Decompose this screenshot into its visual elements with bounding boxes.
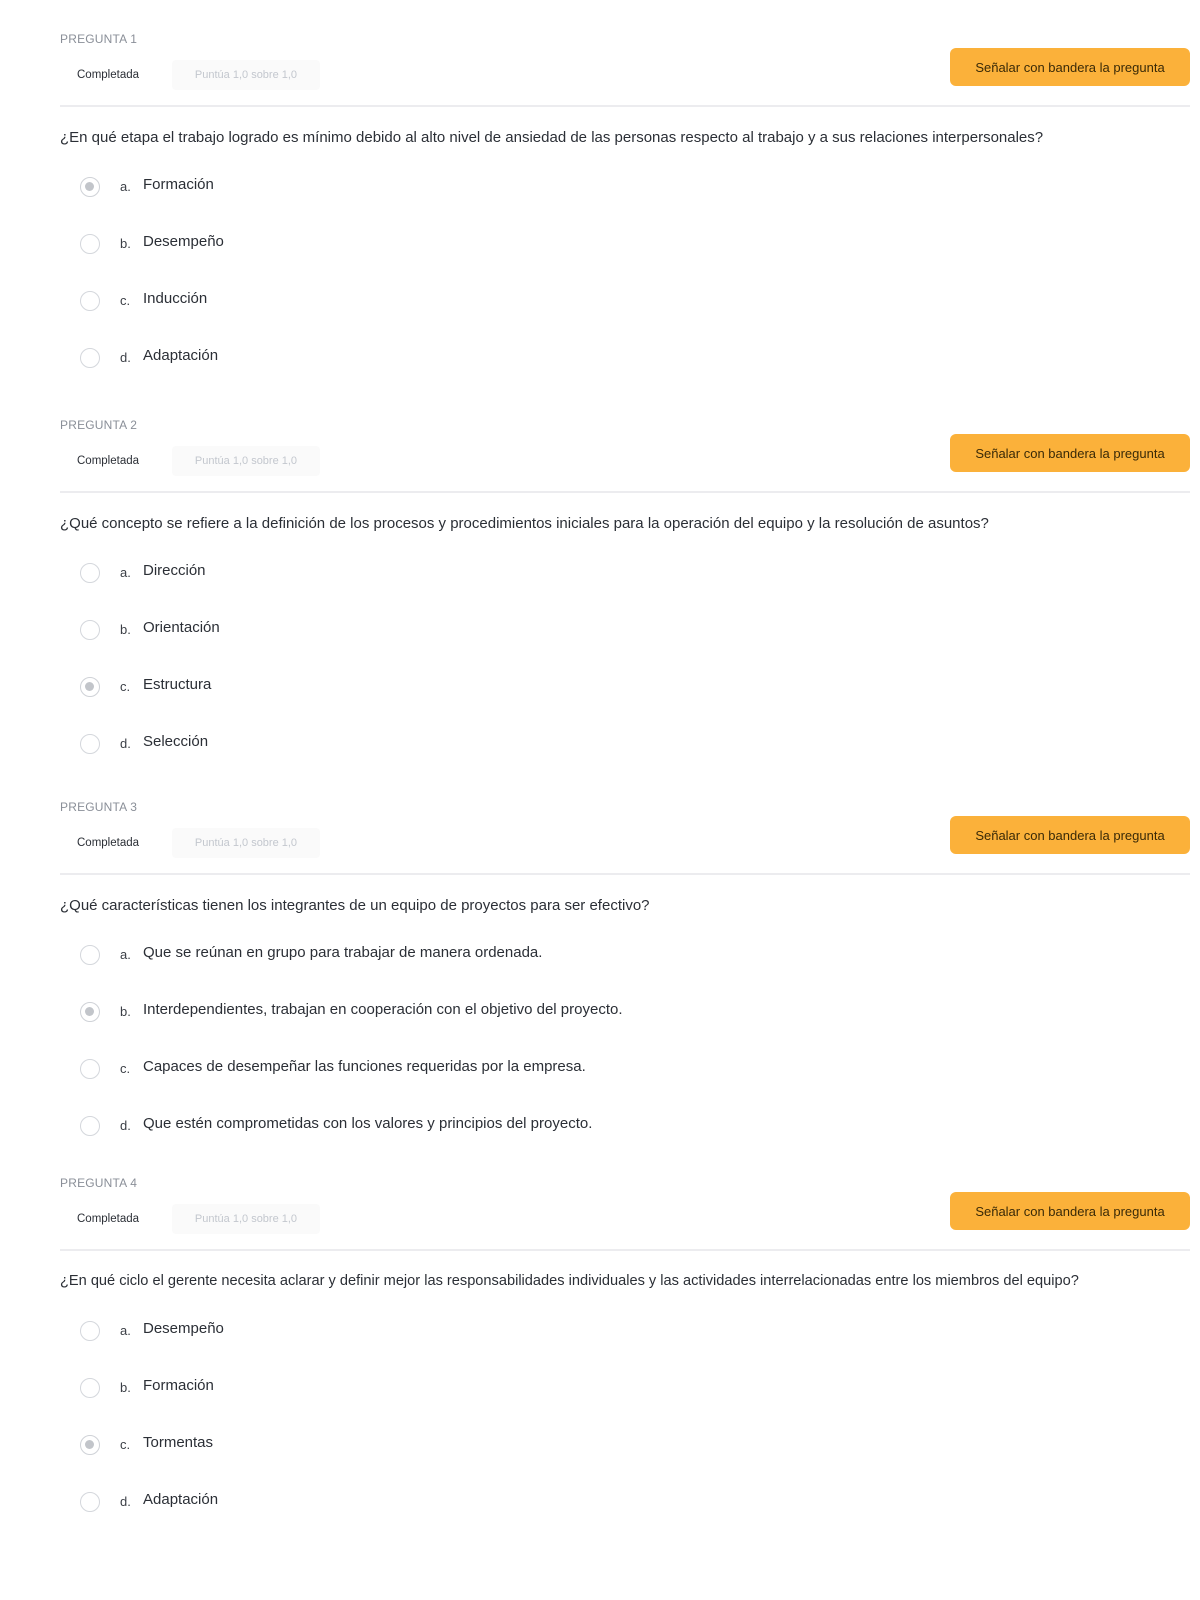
question-status: Completada <box>77 455 140 467</box>
question-number: PREGUNTA 4 <box>60 1176 138 1190</box>
option-text[interactable]: Adaptación <box>143 347 219 364</box>
answer-option[interactable] <box>80 615 980 672</box>
answer-option[interactable] <box>80 1430 980 1487</box>
option-text[interactable]: Tormentas <box>143 1434 214 1451</box>
flag-question-button[interactable]: Señalar con bandera la pregunta <box>950 816 1190 854</box>
radio-button[interactable] <box>80 1378 100 1398</box>
answer-options <box>80 1316 980 1544</box>
question-score: Puntúa 1,0 sobre 1,0 <box>172 828 320 858</box>
answer-option[interactable] <box>80 1054 980 1111</box>
question-score: Puntúa 1,0 sobre 1,0 <box>172 60 320 90</box>
radio-button[interactable] <box>80 348 100 368</box>
answer-option[interactable] <box>80 1111 980 1168</box>
option-letter: d. <box>120 736 131 751</box>
option-text[interactable]: Que se reúnan en grupo para trabajar de manera ordenada. <box>143 944 543 961</box>
radio-button[interactable] <box>80 1321 100 1341</box>
option-text[interactable]: Formación <box>143 176 214 193</box>
answer-option[interactable] <box>80 940 980 997</box>
option-letter: a. <box>120 947 131 962</box>
radio-button[interactable] <box>80 234 100 254</box>
option-text[interactable]: Que estén comprometidas con los valores y principios del proyecto. <box>143 1115 593 1132</box>
option-text[interactable]: Desempeño <box>143 1320 224 1337</box>
answer-option[interactable] <box>80 558 980 615</box>
option-text[interactable]: Interdependientes, trabajan en cooperación con el objetivo del proyecto. <box>143 1001 623 1018</box>
question-block <box>0 32 1200 407</box>
option-letter: c. <box>120 1061 131 1076</box>
radio-button[interactable] <box>80 291 100 311</box>
question-text: ¿En qué etapa el trabajo logrado es mínimo debido al alto nivel de ansiedad de las personas respecto al trabajo y a sus relaciones interpersonales? <box>60 129 1044 146</box>
radio-button[interactable] <box>80 945 100 965</box>
question-status: Completada <box>77 69 140 81</box>
flag-question-button[interactable]: Señalar con bandera la pregunta <box>950 434 1190 472</box>
radio-button[interactable] <box>80 620 100 640</box>
option-letter: c. <box>120 293 131 308</box>
answer-options <box>80 940 980 1168</box>
answer-options <box>80 558 980 786</box>
question-number: PREGUNTA 2 <box>60 418 138 432</box>
answer-option[interactable] <box>80 1373 980 1430</box>
option-letter: c. <box>120 679 131 694</box>
radio-button[interactable] <box>80 1116 100 1136</box>
divider <box>60 491 1190 493</box>
option-text[interactable]: Orientación <box>143 619 220 636</box>
answer-option[interactable] <box>80 1316 980 1373</box>
answer-option[interactable] <box>80 672 980 729</box>
answer-option[interactable] <box>80 172 980 229</box>
radio-button[interactable] <box>80 1059 100 1079</box>
option-letter: b. <box>120 622 131 637</box>
radio-button-selected[interactable] <box>80 1002 100 1022</box>
question-block <box>0 418 1200 793</box>
radio-button-selected[interactable] <box>80 177 100 197</box>
question-status: Completada <box>77 837 140 849</box>
radio-button[interactable] <box>80 1492 100 1512</box>
option-text[interactable]: Adaptación <box>143 1491 219 1508</box>
question-text: ¿En qué ciclo el gerente necesita aclarar y definir mejor las responsabilidades individuales y las actividades interrelacionadas entre los miembros del equipo? <box>60 1273 1079 1289</box>
radio-button[interactable] <box>80 563 100 583</box>
option-letter: d. <box>120 350 131 365</box>
question-text: ¿Qué características tienen los integrantes de un equipo de proyectos para ser efectivo? <box>60 897 650 914</box>
answer-option[interactable] <box>80 1487 980 1544</box>
flag-question-button[interactable]: Señalar con bandera la pregunta <box>950 48 1190 86</box>
flag-question-button[interactable]: Señalar con bandera la pregunta <box>950 1192 1190 1230</box>
option-letter: a. <box>120 179 131 194</box>
question-number: PREGUNTA 3 <box>60 800 138 814</box>
answer-option[interactable] <box>80 229 980 286</box>
answer-option[interactable] <box>80 997 980 1054</box>
answer-option[interactable] <box>80 343 980 400</box>
question-block <box>0 1176 1200 1551</box>
question-text: ¿Qué concepto se refiere a la definición de los procesos y procedimientos iniciales para la operación del equipo y la resolución de asuntos? <box>60 515 989 532</box>
option-letter: a. <box>120 1323 131 1338</box>
option-text[interactable]: Desempeño <box>143 233 224 250</box>
answer-options <box>80 172 980 400</box>
answer-option[interactable] <box>80 286 980 343</box>
question-number: PREGUNTA 1 <box>60 32 138 46</box>
radio-button-selected[interactable] <box>80 1435 100 1455</box>
radio-button[interactable] <box>80 734 100 754</box>
option-text[interactable]: Dirección <box>143 562 206 579</box>
option-text[interactable]: Selección <box>143 733 209 750</box>
option-letter: d. <box>120 1118 131 1133</box>
question-score: Puntúa 1,0 sobre 1,0 <box>172 446 320 476</box>
option-letter: c. <box>120 1437 131 1452</box>
answer-option[interactable] <box>80 729 980 786</box>
option-text[interactable]: Estructura <box>143 676 212 693</box>
divider <box>60 873 1190 875</box>
question-block <box>0 800 1200 1175</box>
question-score: Puntúa 1,0 sobre 1,0 <box>172 1204 320 1234</box>
option-letter: b. <box>120 1004 131 1019</box>
divider <box>60 105 1190 107</box>
option-letter: d. <box>120 1494 131 1509</box>
option-letter: a. <box>120 565 131 580</box>
radio-button-selected[interactable] <box>80 677 100 697</box>
divider <box>60 1249 1190 1251</box>
option-text[interactable]: Formación <box>143 1377 214 1394</box>
option-letter: b. <box>120 1380 131 1395</box>
option-text[interactable]: Inducción <box>143 290 208 307</box>
question-status: Completada <box>77 1213 140 1225</box>
option-text[interactable]: Capaces de desempeñar las funciones requeridas por la empresa. <box>143 1058 586 1075</box>
option-letter: b. <box>120 236 131 251</box>
